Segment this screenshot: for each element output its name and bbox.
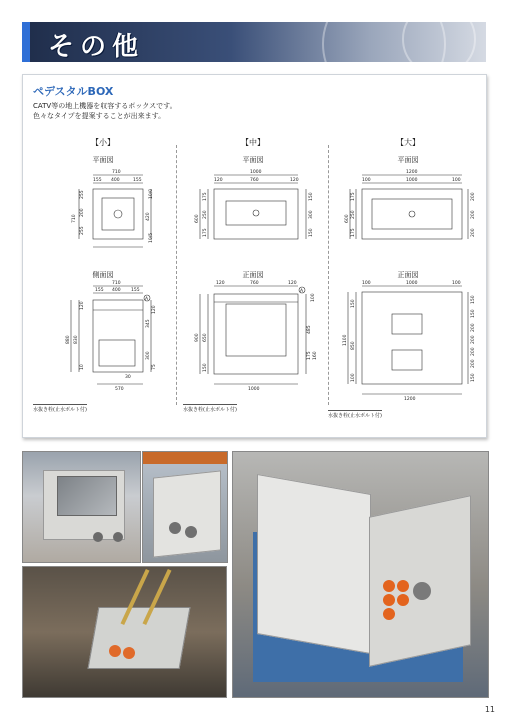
dimension-label: 100 [311,293,316,302]
photo-box-lifting [142,451,228,563]
marker-label: A [145,297,149,302]
drain-label-medium: 水抜き栓(止水ボルト付) [183,404,237,413]
dimension-label: 150 [309,192,314,201]
dimension-label: 760 [250,281,259,286]
dimension-label: 150 [203,363,208,372]
dimension-label: 650 [203,333,208,342]
description-line: 色々なタイプを提案することが出来ます。 [33,112,166,120]
dimension-label: 100 [351,373,356,382]
drawing-medium-plan [186,167,321,263]
dimension-label: 255 [80,190,85,199]
dimension-label: 100 [452,281,461,286]
dimension-label: 120 [216,281,225,286]
dimension-label: 200 [471,228,476,237]
dimension-label: 200 [471,323,476,332]
dimension-label: 200 [80,208,85,217]
dimension-label: 1000 [406,178,418,183]
dimension-label: 420 [146,212,151,221]
view-title: 平面図 [242,156,264,164]
column-label-small: 【小】 [91,138,115,147]
dimension-label: 155 [133,178,142,183]
dimension-label: 30 [125,375,131,380]
photo-box-large [232,451,489,698]
view-title: 平面図 [397,156,419,164]
description-line: CATV等の地上機器を収容するボックスです。 [33,102,177,110]
dimension-label: 120 [152,305,157,314]
dimension-label: 250 [351,210,356,219]
dimension-label: 120 [214,178,223,183]
dimension-label: 1200 [406,170,418,175]
dimension-label: 100 [362,281,371,286]
dimension-label: 75 [152,364,157,370]
marker-label: A [300,289,304,294]
header-accent [22,22,30,62]
dimension-label: 880 [66,335,71,344]
dimension-label: 200 [471,335,476,344]
dimension-label: 345 [146,319,151,328]
dimension-label: 160 [313,351,318,360]
dimension-label: 1000 [406,281,418,286]
column-label-large: 【大】 [396,138,420,147]
dimension-label: 850 [351,341,356,350]
dimension-label: 200 [471,210,476,219]
drain-label-large: 水抜き栓(止水ボルト付) [328,410,382,419]
dimension-label: 710 [112,281,121,286]
dimension-label: 1200 [404,397,416,400]
drawing-small-plan [55,167,155,263]
dimension-label: 120 [290,178,299,183]
dimension-label: 175 [351,192,356,201]
photo-box-small [22,451,141,563]
dimension-label: 300 [309,210,314,219]
dimension-label: 175 [203,228,208,237]
dimension-label: 175 [307,351,312,360]
dimension-label: 570 [115,387,124,392]
dimension-label: 1100 [343,334,348,346]
dimension-label: 120 [80,301,85,310]
dimension-label: 10 [80,364,85,370]
dimension-label: 1000 [250,170,262,175]
dimension-label: 100 [452,178,461,183]
dimension-label: 120 [288,281,297,286]
dimension-label: 1000 [248,387,260,392]
dimension-label: 150 [471,373,476,382]
page-header [22,22,486,62]
dimension-label: 485 [307,325,312,334]
dimension-label: 600 [195,214,200,223]
dimension-label: 250 [203,210,208,219]
dimension-label: 155 [93,178,102,183]
dimension-label: 150 [471,309,476,318]
view-title: 平面図 [92,156,114,164]
dimension-label: 175 [203,192,208,201]
dimension-label: 710 [112,170,121,175]
dimension-label: 200 [471,359,476,368]
dimension-label: 10/0 [149,188,154,199]
dimension-label: 10/5 [149,232,154,243]
dimension-label: 830 [74,335,79,344]
view-title: 正面図 [242,271,264,279]
dimension-label: 150 [471,295,476,304]
dimension-label: 710 [72,214,77,223]
dimension-label: 255 [80,226,85,235]
column-divider [176,145,177,405]
section-description [33,101,177,121]
column-label-medium: 【中】 [241,138,265,147]
drawing-large-front [338,280,478,400]
dimension-label: 150 [309,228,314,237]
dimension-label: 200 [471,347,476,356]
dimension-label: 600 [345,214,350,223]
page-number: 11 [484,705,495,714]
view-title: 正面図 [397,271,419,279]
column-divider [328,145,329,405]
photo-box-installation [22,566,227,698]
view-title: 側面図 [92,271,114,279]
dimension-label: 150 [351,299,356,308]
dimension-label: 155 [131,288,140,293]
dimension-label: 300 [146,351,151,360]
page-title: その他 [48,32,145,62]
dimension-label: 200 [471,192,476,201]
drawing-medium-front [186,280,321,395]
dimension-label: 400 [111,178,120,183]
section-title: ペデスタルBOX [33,85,114,98]
drawing-large-plan [338,167,478,263]
dimension-label: 155 [95,288,104,293]
header-decoration [402,22,476,62]
dimension-label: 900 [195,333,200,342]
drawing-panel [22,74,487,438]
drawing-small-side [55,280,165,395]
dimension-label: 175 [351,228,356,237]
dimension-label: 760 [250,178,259,183]
drain-label-small: 水抜き栓(止水ボルト付) [33,404,87,413]
dimension-label: 100 [362,178,371,183]
dimension-label: 400 [112,288,121,293]
